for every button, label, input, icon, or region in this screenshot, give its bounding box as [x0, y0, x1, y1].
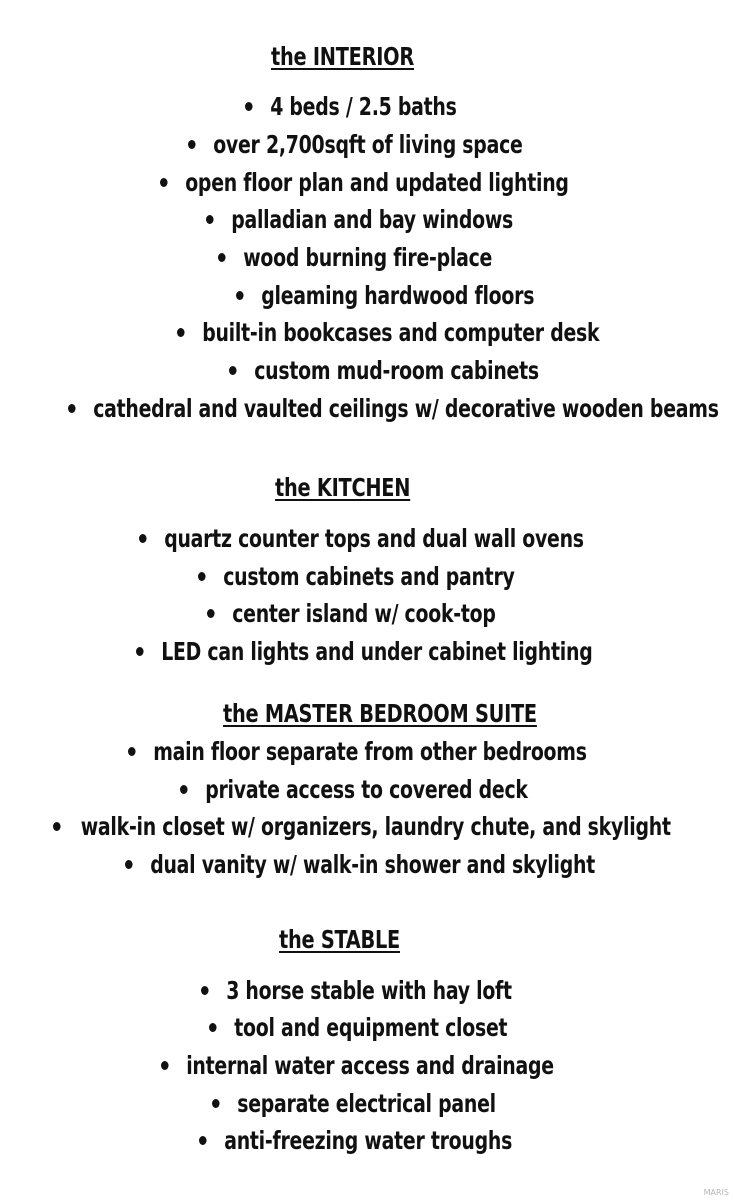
list-item: private access to covered deck — [180, 775, 528, 805]
list-item: quartz counter tops and dual wall ovens — [139, 524, 584, 554]
list-item: open floor plan and updated lighting — [160, 168, 569, 198]
bullet-icon — [180, 785, 188, 794]
bullet-icon — [212, 1099, 220, 1108]
list-item: custom cabinets and pantry — [198, 562, 515, 592]
section-heading-kitchen: the KITCHEN — [275, 473, 411, 502]
bullet-icon — [125, 860, 133, 869]
bullet-icon — [218, 253, 226, 262]
list-item: custom mud-room cabinets — [229, 356, 539, 386]
bullet-icon — [201, 986, 209, 995]
list-item: palladian and bay windows — [206, 205, 513, 235]
list-item: built-in bookcases and computer desk — [177, 318, 599, 348]
list-item: cathedral and vaulted ceilings w/ decorative wooden beams — [68, 394, 719, 424]
list-item: center island w/ cook-top — [207, 599, 496, 629]
bullet-icon — [139, 534, 147, 543]
list-item: 4 beds / 2.5 baths — [245, 92, 457, 122]
list-item: LED can lights and under cabinet lighting — [136, 637, 592, 667]
list-item: gleaming hardwood floors — [236, 281, 534, 311]
section-heading-stable: the STABLE — [279, 925, 401, 954]
list-item: internal water access and drainage — [161, 1051, 554, 1081]
list-item: walk-in closet w/ organizers, laundry chute, and skylight — [53, 812, 671, 842]
bullet-icon — [236, 291, 244, 300]
bullet-icon — [199, 1136, 207, 1145]
bullet-icon — [177, 328, 185, 337]
bullet-icon — [68, 404, 76, 413]
bullet-icon — [128, 747, 136, 756]
bullet-icon — [229, 366, 237, 375]
bullet-icon — [161, 1061, 169, 1070]
bullet-icon — [207, 609, 215, 618]
bullet-icon — [206, 215, 214, 224]
section-heading-interior: the INTERIOR — [271, 42, 415, 71]
bullet-icon — [160, 178, 168, 187]
list-item: tool and equipment closet — [209, 1013, 507, 1043]
bullet-icon — [136, 647, 144, 656]
bullet-icon — [188, 140, 196, 149]
list-item: dual vanity w/ walk-in shower and skylight — [125, 850, 595, 880]
bullet-icon — [245, 102, 253, 111]
list-item: over 2,700sqft of living space — [188, 130, 523, 160]
list-item: wood burning fire-place — [218, 243, 492, 273]
bullet-icon — [209, 1023, 217, 1032]
watermark: MARIS — [703, 1188, 729, 1197]
list-item: anti-freezing water troughs — [199, 1126, 512, 1156]
list-item: 3 horse stable with hay loft — [201, 976, 512, 1006]
bullet-icon — [53, 822, 61, 831]
section-heading-master-bedroom-suite: the MASTER BEDROOM SUITE — [223, 699, 537, 728]
list-item: main floor separate from other bedrooms — [128, 737, 587, 767]
bullet-icon — [198, 572, 206, 581]
list-item: separate electrical panel — [212, 1089, 496, 1119]
